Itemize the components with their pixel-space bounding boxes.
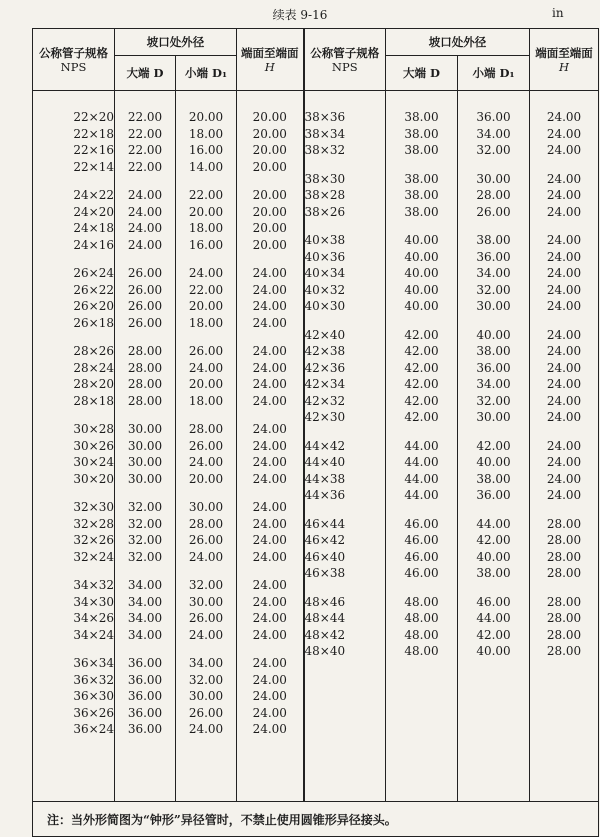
right-large-end-cell: 44.00 — [404, 488, 439, 502]
left-nps-cell: 32×28 — [73, 516, 114, 531]
left-end-to-end-cell: 24.00 — [252, 471, 287, 486]
right-end-to-end-cell: 24.00 — [546, 455, 582, 469]
right-small-end-cell: 36.00 — [476, 249, 511, 264]
large-end-header-left: 大端 D — [115, 56, 176, 91]
left-end-to-end-cell: 20.00 — [252, 126, 287, 141]
right-nps-cell: 46×40 — [304, 549, 346, 564]
left-large-end-cell: 26.00 — [127, 315, 163, 330]
left-small-end-cell: 16.00 — [188, 143, 224, 157]
right-end-to-end-cell: 28.00 — [546, 533, 582, 547]
right-end-to-end-cell: 28.00 — [546, 627, 582, 642]
left-large-end-cell: 28.00 — [127, 360, 163, 375]
left-small-end-cell: 24.00 — [188, 266, 224, 280]
large-end-header-right: 大端 D — [386, 56, 458, 91]
left-large-end-cell: 28.00 — [127, 393, 163, 408]
right-small-end-cell: 46.00 — [476, 594, 511, 609]
left-end-to-end-cell: 24.00 — [252, 578, 287, 592]
left-small-end-cell: 18.00 — [188, 393, 224, 408]
left-nps-cell: 22×14 — [73, 159, 114, 174]
left-end-to-end-cell: 24.00 — [252, 266, 287, 280]
left-end-to-end-cell: 24.00 — [252, 393, 287, 408]
left-end-to-end-cell: 24.00 — [252, 672, 287, 687]
left-end-to-end-cell: 24.00 — [252, 455, 287, 469]
right-large-end-cell: 38.00 — [404, 143, 439, 157]
left-small-end-cell: 20.00 — [188, 110, 224, 124]
right-large-end-cell: 46.00 — [404, 516, 439, 531]
left-large-end-cell: 22.00 — [127, 143, 163, 157]
left-nps-cell: 36×30 — [73, 689, 114, 703]
right-end-to-end-cell: 24.00 — [546, 327, 582, 342]
left-small-end-cell: 26.00 — [188, 533, 224, 547]
left-small-end-cell: 18.00 — [188, 221, 224, 235]
right-end-to-end-column — [530, 91, 599, 802]
left-large-end-cell: 24.00 — [127, 188, 163, 202]
small-end-header-right: 小端 D₁ — [458, 56, 530, 91]
end-to-end-header-right: 端面至端面 H — [530, 29, 599, 91]
left-small-end-cell: 24.00 — [188, 455, 224, 469]
right-large-end-cell: 46.00 — [404, 549, 439, 564]
right-small-end-cell: 38.00 — [476, 566, 511, 580]
right-end-to-end-cell: 24.00 — [546, 110, 582, 124]
right-small-end-cell: 40.00 — [476, 455, 511, 469]
left-large-end-cell: 32.00 — [127, 516, 163, 531]
right-large-end-cell: 38.00 — [404, 204, 439, 219]
left-end-to-end-cell: 24.00 — [252, 722, 287, 736]
right-nps-cell: 40×32 — [304, 282, 346, 297]
right-small-end-cell: 34.00 — [476, 126, 511, 141]
left-large-end-cell: 26.00 — [127, 282, 163, 297]
left-large-end-cell: 34.00 — [127, 594, 163, 609]
left-end-to-end-cell: 24.00 — [252, 627, 287, 642]
right-small-end-column — [458, 91, 530, 802]
left-large-end-cell: 32.00 — [127, 533, 163, 547]
left-end-to-end-cell: 20.00 — [252, 204, 287, 219]
left-end-to-end-cell: 24.00 — [252, 360, 287, 375]
right-large-end-cell: 38.00 — [404, 171, 439, 186]
left-small-end-cell: 30.00 — [188, 594, 224, 609]
left-large-end-cell: 30.00 — [127, 471, 163, 486]
left-nps-cell: 36×34 — [73, 656, 114, 670]
left-small-end-cell: 22.00 — [188, 188, 224, 202]
right-end-to-end-cell: 24.00 — [546, 282, 582, 297]
left-large-end-cell: 34.00 — [127, 578, 163, 592]
right-nps-cell: 38×36 — [304, 110, 346, 124]
right-end-to-end-cell: 24.00 — [546, 393, 582, 408]
right-end-to-end-cell: 24.00 — [546, 143, 582, 157]
right-small-end-cell: 34.00 — [476, 266, 511, 280]
left-nps-cell: 32×24 — [73, 549, 114, 564]
right-nps-cell: 46×42 — [304, 533, 346, 547]
right-large-end-cell: 40.00 — [404, 282, 439, 297]
left-nps-cell: 30×20 — [73, 471, 114, 486]
right-large-end-cell: 40.00 — [404, 233, 439, 247]
right-large-end-cell: 48.00 — [404, 644, 439, 658]
right-end-to-end-cell: 24.00 — [546, 344, 582, 358]
right-end-to-end-cell: 24.00 — [546, 249, 582, 264]
right-end-to-end-cell: 28.00 — [546, 566, 582, 580]
right-nps-cell: 42×30 — [304, 410, 346, 424]
right-end-to-end-cell: 24.00 — [546, 266, 582, 280]
right-small-end-cell: 26.00 — [476, 204, 511, 219]
right-large-end-cell: 42.00 — [404, 377, 439, 391]
right-small-end-cell: 40.00 — [476, 549, 511, 564]
right-nps-cell: 38×26 — [304, 204, 346, 219]
right-large-end-cell: 42.00 — [404, 393, 439, 408]
left-nps-cell: 22×18 — [73, 126, 114, 141]
right-end-to-end-cell: 28.00 — [546, 611, 582, 625]
left-end-to-end-cell: 24.00 — [252, 689, 287, 703]
right-nps-column — [304, 91, 386, 802]
right-small-end-cell: 36.00 — [476, 110, 511, 124]
left-end-to-end-cell: 20.00 — [252, 159, 287, 174]
left-large-end-cell: 28.00 — [127, 377, 163, 391]
left-small-end-cell: 24.00 — [188, 722, 224, 736]
left-end-to-end-cell: 20.00 — [252, 110, 287, 124]
right-large-end-cell: 48.00 — [404, 611, 439, 625]
right-small-end-cell: 44.00 — [476, 611, 511, 625]
left-nps-cell: 26×18 — [73, 315, 114, 330]
left-end-to-end-cell: 24.00 — [252, 282, 287, 297]
right-end-to-end-cell: 24.00 — [546, 299, 582, 313]
left-small-end-cell: 30.00 — [188, 500, 224, 514]
left-small-end-cell: 26.00 — [188, 438, 224, 453]
left-small-end-cell: 28.00 — [188, 422, 224, 436]
right-large-end-cell: 40.00 — [404, 266, 439, 280]
right-nps-cell: 42×32 — [304, 393, 346, 408]
right-large-end-cell: 42.00 — [404, 327, 439, 342]
table-footnote: 注：当外形简图为“钟形”异径管时，不禁止使用圆锥形异径接头。 — [33, 802, 599, 837]
right-nps-cell: 48×42 — [304, 627, 346, 642]
right-end-to-end-cell: 24.00 — [546, 233, 582, 247]
right-small-end-cell: 40.00 — [476, 644, 511, 658]
right-small-end-cell: 34.00 — [476, 377, 511, 391]
left-small-end-cell: 22.00 — [188, 282, 224, 297]
right-nps-cell: 40×34 — [304, 266, 346, 280]
right-large-end-cell: 48.00 — [404, 627, 439, 642]
left-end-to-end-column — [237, 91, 304, 802]
right-end-to-end-cell: 28.00 — [546, 516, 582, 531]
left-nps-cell: 34×26 — [73, 611, 114, 625]
left-nps-cell: 30×24 — [73, 455, 114, 469]
right-large-end-cell: 44.00 — [404, 438, 439, 453]
right-small-end-cell: 32.00 — [476, 143, 511, 157]
nps-header-right: 公称管子规格 NPS — [304, 29, 386, 91]
left-nps-cell: 30×26 — [73, 438, 114, 453]
right-end-to-end-cell: 24.00 — [546, 488, 582, 502]
left-end-to-end-cell: 24.00 — [252, 656, 287, 670]
left-nps-cell: 22×16 — [73, 143, 114, 157]
right-nps-cell: 44×36 — [304, 488, 346, 502]
left-nps-cell: 24×20 — [73, 204, 114, 219]
right-nps-cell: 40×36 — [304, 249, 346, 264]
right-end-to-end-cell: 24.00 — [546, 204, 582, 219]
left-end-to-end-cell: 24.00 — [252, 422, 287, 436]
right-large-end-cell: 38.00 — [404, 188, 439, 202]
right-nps-cell: 38×28 — [304, 188, 346, 202]
left-nps-column — [33, 91, 115, 802]
left-large-end-cell: 26.00 — [127, 299, 163, 313]
right-nps-cell: 48×44 — [304, 611, 346, 625]
right-small-end-cell: 32.00 — [476, 282, 511, 297]
left-nps-cell: 36×32 — [73, 672, 114, 687]
left-end-to-end-cell: 24.00 — [252, 377, 287, 391]
right-end-to-end-cell: 24.00 — [546, 188, 582, 202]
right-end-to-end-cell: 24.00 — [546, 126, 582, 141]
left-small-end-cell: 20.00 — [188, 204, 224, 219]
bevel-od-header-right: 坡口处外径 — [386, 29, 530, 56]
right-large-end-cell: 48.00 — [404, 594, 439, 609]
left-end-to-end-cell: 24.00 — [252, 705, 287, 720]
left-large-end-cell: 22.00 — [127, 110, 163, 124]
right-nps-cell: 38×34 — [304, 126, 346, 141]
left-large-end-column — [115, 91, 176, 802]
left-small-end-cell: 28.00 — [188, 516, 224, 531]
right-small-end-cell: 40.00 — [476, 327, 511, 342]
right-large-end-cell: 46.00 — [404, 566, 439, 580]
left-nps-cell: 36×24 — [73, 722, 114, 736]
right-nps-cell: 42×36 — [304, 360, 346, 375]
right-nps-cell: 38×30 — [304, 171, 346, 186]
left-nps-cell: 34×30 — [73, 594, 114, 609]
right-small-end-cell: 42.00 — [476, 438, 511, 453]
right-end-to-end-cell: 24.00 — [546, 410, 582, 424]
right-small-end-cell: 42.00 — [476, 533, 511, 547]
left-nps-cell: 28×20 — [73, 377, 114, 391]
left-large-end-cell: 36.00 — [127, 656, 163, 670]
right-small-end-cell: 38.00 — [476, 233, 511, 247]
left-large-end-cell: 32.00 — [127, 549, 163, 564]
nps-header-left: 公称管子规格 NPS — [33, 29, 115, 91]
right-end-to-end-cell: 24.00 — [546, 171, 582, 186]
right-nps-cell: 44×38 — [304, 471, 346, 486]
right-nps-cell: 48×46 — [304, 594, 346, 609]
reducer-dimension-table — [32, 28, 599, 837]
left-nps-cell: 24×16 — [73, 237, 114, 252]
bevel-od-header-left: 坡口处外径 — [115, 29, 237, 56]
right-nps-cell: 44×42 — [304, 438, 346, 453]
right-end-to-end-cell: 28.00 — [546, 549, 582, 564]
right-large-end-cell: 42.00 — [404, 410, 439, 424]
left-end-to-end-cell: 24.00 — [252, 438, 287, 453]
right-nps-cell: 46×38 — [304, 566, 346, 580]
left-small-end-cell: 20.00 — [188, 471, 224, 486]
left-end-to-end-cell: 20.00 — [252, 221, 287, 235]
right-nps-cell: 44×40 — [304, 455, 346, 469]
right-end-to-end-cell: 24.00 — [546, 471, 582, 486]
right-small-end-cell: 30.00 — [476, 171, 511, 186]
right-end-to-end-cell: 24.00 — [546, 360, 582, 375]
left-small-end-cell: 18.00 — [188, 126, 224, 141]
left-small-end-cell: 24.00 — [188, 627, 224, 642]
left-large-end-cell: 30.00 — [127, 455, 163, 469]
left-end-to-end-cell: 24.00 — [252, 315, 287, 330]
left-nps-cell: 28×24 — [73, 360, 114, 375]
small-end-header-left: 小端 D₁ — [176, 56, 237, 91]
left-end-to-end-cell: 24.00 — [252, 611, 287, 625]
left-small-end-cell: 14.00 — [188, 159, 224, 174]
left-small-end-cell: 32.00 — [188, 672, 224, 687]
left-nps-cell: 24×18 — [73, 221, 114, 235]
right-nps-cell: 42×34 — [304, 377, 346, 391]
left-large-end-cell: 24.00 — [127, 221, 163, 235]
left-nps-cell: 34×24 — [73, 627, 114, 642]
right-small-end-cell: 32.00 — [476, 393, 511, 408]
left-small-end-cell: 32.00 — [188, 578, 224, 592]
left-large-end-cell: 32.00 — [127, 500, 163, 514]
right-small-end-cell: 38.00 — [476, 471, 511, 486]
left-nps-cell: 24×22 — [73, 188, 114, 202]
left-nps-cell: 30×28 — [73, 422, 114, 436]
right-large-end-cell: 40.00 — [404, 249, 439, 264]
right-nps-cell: 42×40 — [304, 327, 346, 342]
end-to-end-header-left: 端面至端面 H — [237, 29, 304, 91]
right-nps-cell: 48×40 — [304, 644, 346, 658]
left-large-end-cell: 30.00 — [127, 438, 163, 453]
right-large-end-cell: 46.00 — [404, 533, 439, 547]
left-small-end-cell: 26.00 — [188, 611, 224, 625]
left-large-end-cell: 26.00 — [127, 266, 163, 280]
right-large-end-cell: 40.00 — [404, 299, 439, 313]
left-large-end-cell: 36.00 — [127, 722, 163, 736]
left-small-end-cell: 18.00 — [188, 315, 224, 330]
left-end-to-end-cell: 24.00 — [252, 500, 287, 514]
left-small-end-cell: 26.00 — [188, 344, 224, 358]
left-large-end-cell: 24.00 — [127, 204, 163, 219]
left-large-end-cell: 34.00 — [127, 627, 163, 642]
left-end-to-end-cell: 20.00 — [252, 143, 287, 157]
right-end-to-end-cell: 24.00 — [546, 438, 582, 453]
left-nps-cell: 28×26 — [73, 344, 114, 358]
left-small-end-cell: 34.00 — [188, 656, 224, 670]
right-small-end-cell: 28.00 — [476, 188, 511, 202]
right-end-to-end-cell: 28.00 — [546, 644, 582, 658]
left-nps-cell: 32×26 — [73, 533, 114, 547]
table-caption: 续表 9-16 — [272, 8, 328, 22]
right-small-end-cell: 42.00 — [476, 627, 511, 642]
left-small-end-cell: 24.00 — [188, 549, 224, 564]
left-large-end-cell: 36.00 — [127, 689, 163, 703]
left-nps-cell: 26×20 — [73, 299, 114, 313]
left-nps-cell: 26×22 — [73, 282, 114, 297]
right-large-end-cell: 38.00 — [404, 110, 439, 124]
right-nps-cell: 40×30 — [304, 299, 346, 313]
left-nps-cell: 26×24 — [73, 266, 114, 280]
right-large-end-cell: 44.00 — [404, 455, 439, 469]
left-large-end-cell: 30.00 — [127, 422, 163, 436]
left-large-end-cell: 24.00 — [127, 237, 163, 252]
right-large-end-cell: 42.00 — [404, 344, 439, 358]
left-nps-cell: 32×30 — [73, 500, 114, 514]
left-end-to-end-cell: 20.00 — [252, 188, 287, 202]
left-nps-cell: 34×32 — [73, 578, 114, 592]
left-large-end-cell: 22.00 — [127, 159, 163, 174]
right-small-end-cell: 36.00 — [476, 488, 511, 502]
right-large-end-column — [386, 91, 458, 802]
right-small-end-cell: 30.00 — [476, 299, 511, 313]
right-end-to-end-cell: 24.00 — [546, 377, 582, 391]
left-end-to-end-cell: 24.00 — [252, 299, 287, 313]
left-small-end-cell: 30.00 — [188, 689, 224, 703]
left-end-to-end-cell: 24.00 — [252, 549, 287, 564]
unit-label: in — [552, 6, 564, 20]
left-nps-cell: 28×18 — [73, 393, 114, 408]
right-nps-cell: 46×44 — [304, 516, 346, 531]
right-end-to-end-cell: 28.00 — [546, 594, 582, 609]
left-large-end-cell: 34.00 — [127, 611, 163, 625]
left-large-end-cell: 22.00 — [127, 126, 163, 141]
right-small-end-cell: 36.00 — [476, 360, 511, 375]
left-end-to-end-cell: 24.00 — [252, 516, 287, 531]
left-large-end-cell: 36.00 — [127, 705, 163, 720]
left-large-end-cell: 28.00 — [127, 344, 163, 358]
left-end-to-end-cell: 24.00 — [252, 344, 287, 358]
left-large-end-cell: 36.00 — [127, 672, 163, 687]
left-nps-cell: 36×26 — [73, 705, 114, 720]
right-small-end-cell: 30.00 — [476, 410, 511, 424]
left-small-end-column — [176, 91, 237, 802]
right-large-end-cell: 42.00 — [404, 360, 439, 375]
right-nps-cell: 40×38 — [304, 233, 346, 247]
left-small-end-cell: 26.00 — [188, 705, 224, 720]
left-small-end-cell: 20.00 — [188, 377, 224, 391]
left-end-to-end-cell: 24.00 — [252, 533, 287, 547]
right-small-end-cell: 38.00 — [476, 344, 511, 358]
right-large-end-cell: 38.00 — [404, 126, 439, 141]
left-small-end-cell: 20.00 — [188, 299, 224, 313]
right-small-end-cell: 44.00 — [476, 516, 511, 531]
left-end-to-end-cell: 20.00 — [252, 237, 287, 252]
right-nps-cell: 42×38 — [304, 344, 346, 358]
left-end-to-end-cell: 24.00 — [252, 594, 287, 609]
right-large-end-cell: 44.00 — [404, 471, 439, 486]
left-small-end-cell: 24.00 — [188, 360, 224, 375]
left-nps-cell: 22×20 — [73, 110, 114, 124]
left-small-end-cell: 16.00 — [188, 237, 224, 252]
right-nps-cell: 38×32 — [304, 143, 346, 157]
